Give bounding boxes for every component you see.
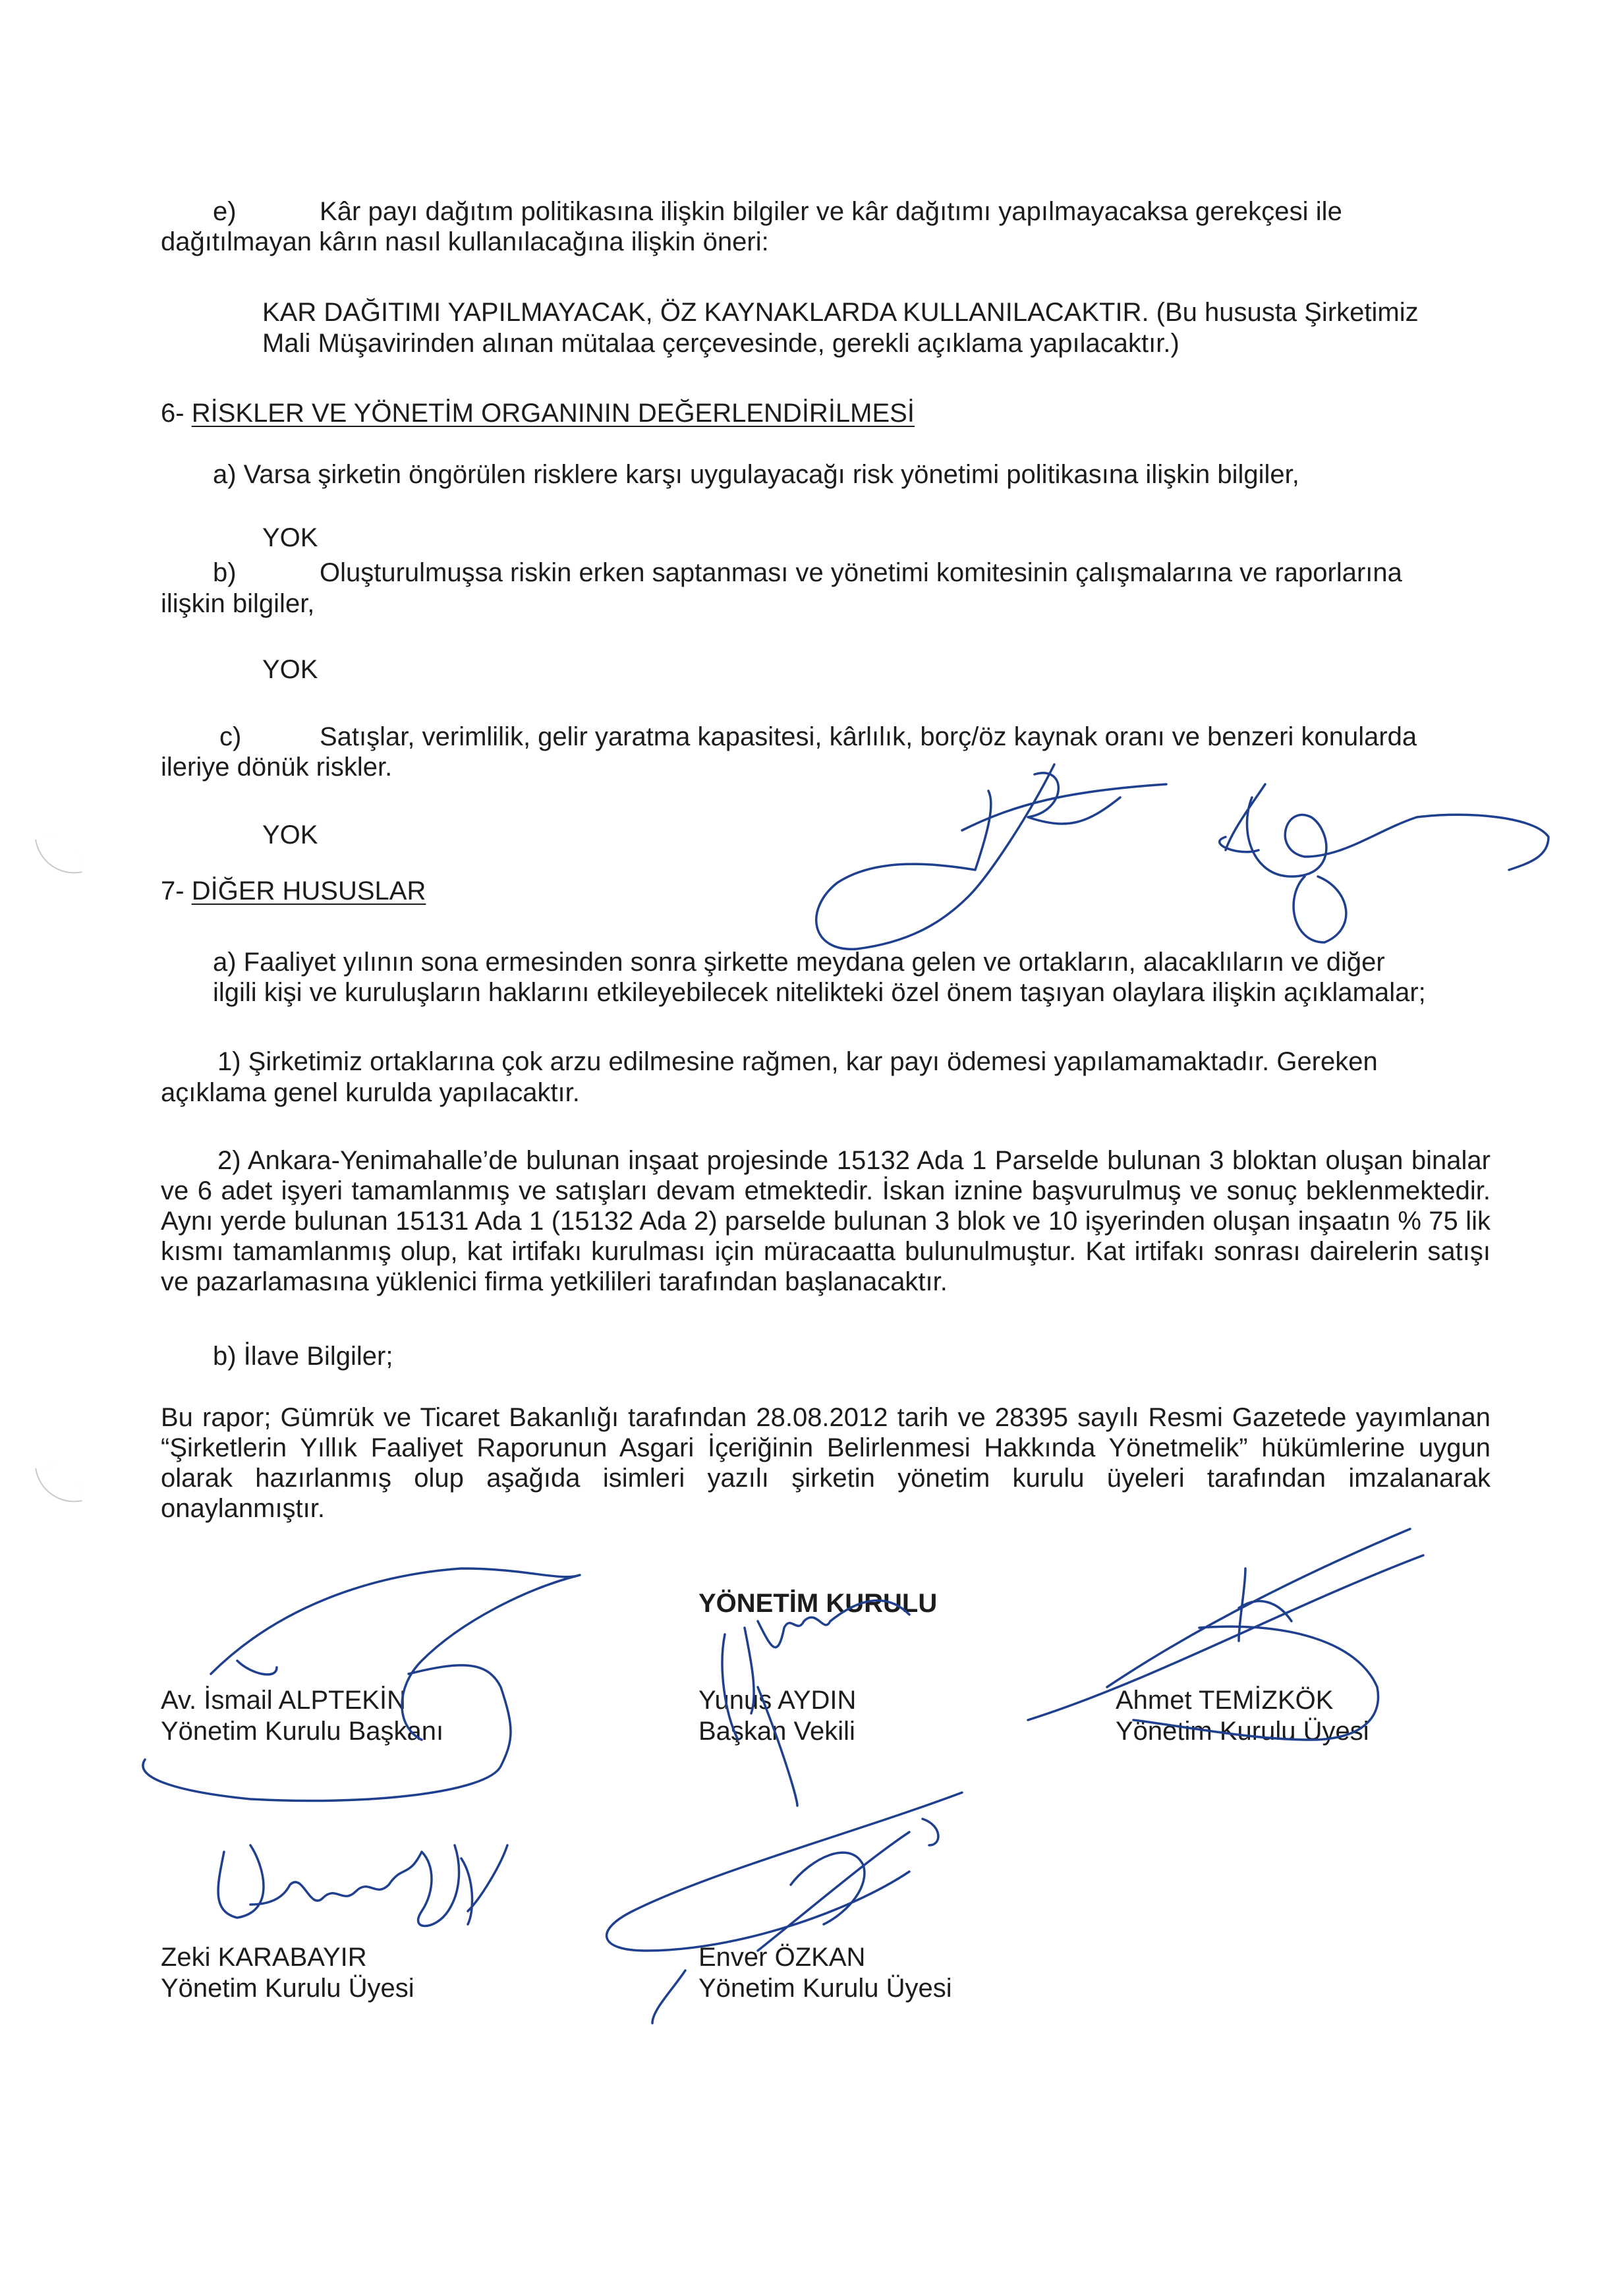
member-name: Zeki KARABAYIR bbox=[161, 1943, 367, 1972]
member-role: Yönetim Kurulu Üyesi bbox=[161, 1974, 414, 2003]
section6-item-b-line1: Oluşturulmuşsa riskin erken saptanması ve yönetimi komitesinin çalışmalarına ve raporlarına bbox=[320, 558, 1402, 587]
section6-answer-b: YOK bbox=[262, 655, 318, 684]
signature-paraph-2 bbox=[1220, 784, 1548, 942]
member-name: Av. İsmail ALPTEKİN bbox=[161, 1686, 406, 1715]
section-e-answer-line2: Mali Müşavirinden alınan mütalaa çerçevesinde, gerekli açıklama yapılacaktır.) bbox=[262, 329, 1179, 358]
section7-item-a-line2: ilgili kişi ve kuruluşların haklarını etkileyebilecek nitelikteki özel önem taşıyan olaylara ilişkin açıklamalar; bbox=[213, 978, 1426, 1007]
closing-paragraph: Bu rapor; Gümrük ve Ticaret Bakanlığı tarafından 28.08.2012 tarih ve 28395 sayılı Resmi Gazetede yayımlanan “Şirketlerin Yıllık Faaliyet Raporunun Asgari İçeriğinin Belirlenmesi Hakkında Yönetmelik” hükümlerine uygun olarak hazırlanmış olup aşağıda isimleri yazılı şirketin yönetim kurulu üyeleri tarafından imzalanarak onaylanmıştır. bbox=[161, 1403, 1491, 1523]
section7-number: 7- bbox=[161, 876, 185, 905]
section6-item-c-line1: Satışlar, verimlilik, gelir yaratma kapasitesi, kârlılık, borç/öz kaynak oranı ve benzeri konularda bbox=[320, 722, 1417, 751]
section7-heading bbox=[161, 876, 426, 906]
punch-hole-mark bbox=[35, 832, 82, 880]
section6-answer-a: YOK bbox=[262, 523, 318, 552]
section-e-text-line1: Kâr payı dağıtım politikasına ilişkin bilgiler ve kâr dağıtımı yapılmayacaksa gerekçesi ile bbox=[320, 197, 1342, 226]
section6-answer-c: YOK bbox=[262, 820, 318, 849]
section-e-answer-line1: KAR DAĞITIMI YAPILMAYACAK, ÖZ KAYNAKLARDA KULLANILACAKTIR. (Bu hususta Şirketimiz bbox=[262, 298, 1419, 327]
signature-paraph-1 bbox=[816, 764, 1166, 949]
section-e-label: e) bbox=[213, 197, 237, 226]
member-role: Yönetim Kurulu Üyesi bbox=[1116, 1717, 1369, 1746]
section6-title: RİSKLER VE YÖNETİM ORGANININ DEĞERLENDİRİLMESİ bbox=[191, 399, 915, 428]
member-name: Ahmet TEMİZKÖK bbox=[1116, 1686, 1334, 1715]
section6-item-c-line2: ileriye dönük riskler. bbox=[161, 753, 393, 782]
section7-item-b: b) İlave Bilgiler; bbox=[213, 1342, 393, 1371]
punch-hole-mark bbox=[35, 1461, 82, 1508]
section-e-text-line2: dağıtılmayan kârın nasıl kullanılacağına ilişkin öneri: bbox=[161, 227, 769, 256]
section7-title: DİĞER HUSUSLAR bbox=[191, 876, 426, 905]
section7-item-a-line1: a) Faaliyet yılının sona ermesinden sonra şirkette meydana gelen ve ortakların, alacaklıların ve diğer bbox=[213, 948, 1385, 977]
section6-item-b-label: b) bbox=[213, 558, 237, 587]
section6-item-c-label: c) bbox=[219, 722, 242, 751]
board-title: YÖNETİM KURULU bbox=[698, 1589, 938, 1618]
section7-point1-line1: 1) Şirketimiz ortaklarına çok arzu edilmesine rağmen, kar payı ödemesi yapılamamaktadır. Gereken bbox=[217, 1047, 1378, 1076]
signature-karabayir bbox=[218, 1845, 507, 1926]
member-role: Yönetim Kurulu Üyesi bbox=[698, 1974, 952, 2003]
section6-item-b-line2: ilişkin bilgiler, bbox=[161, 589, 315, 618]
section7-point2: 2) Ankara-Yenimahalle’de bulunan inşaat projesinde 15132 Ada 1 Parselde bulunan 3 bloktan oluşan binalar ve 6 adet işyeri tamamlanmış ve satışları devam etmektedir. İskan iznine başvurulmuş ve sonuç beklenmektedir. Aynı yerde bulunan 15131 Ada 1 (15132 Ada 2) parselde bulunan 3 blok ve 10 işyerinden oluşan inşaatın % 75 lik kısmı tamamlanmış olup, kat irtifakı kurulması için müracaatta bulunulmuştur. Kat irtifakı sonrası dairelerin satışı ve pazarlamasına yüklenici firma yetkilileri tarafından başlanacaktır. bbox=[161, 1146, 1491, 1296]
section6-number: 6- bbox=[161, 399, 185, 428]
member-role: Başkan Vekili bbox=[698, 1717, 855, 1746]
section6-item-a: a) Varsa şirketin öngörülen risklere karşı uygulayacağı risk yönetimi politikasına ilişkin bilgiler, bbox=[213, 460, 1299, 489]
section7-point1-line2: açıklama genel kurulda yapılacaktır. bbox=[161, 1078, 580, 1107]
member-role: Yönetim Kurulu Başkanı bbox=[161, 1717, 444, 1746]
member-name: Yunus AYDIN bbox=[698, 1686, 857, 1715]
section6-heading bbox=[161, 398, 915, 428]
member-name: Enver ÖZKAN bbox=[698, 1943, 866, 1972]
